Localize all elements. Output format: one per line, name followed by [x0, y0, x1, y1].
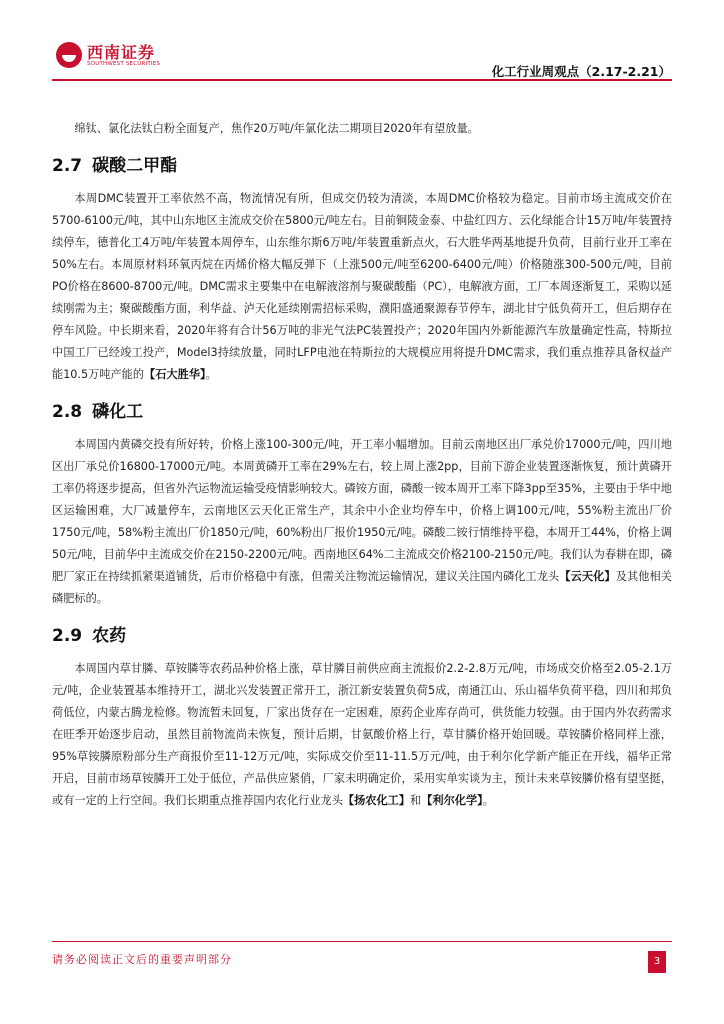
- section-number: 2.8: [52, 402, 83, 422]
- header-divider: [52, 79, 672, 81]
- section-title: 碳酸二甲酯: [92, 156, 178, 176]
- body-connector: 和: [410, 794, 422, 807]
- main-content: [52, 118, 672, 812]
- highlight-company-2: 【利尔化学】: [421, 794, 483, 807]
- highlight-company: 【云天化】: [559, 570, 616, 583]
- section-heading-dmc: [52, 154, 672, 178]
- body-tail: 。: [205, 368, 217, 381]
- section-heading-phosphorus: [52, 400, 672, 424]
- highlight-company: 【石大胜华】: [144, 368, 206, 381]
- logo-chinese-name: 西南证券: [87, 43, 156, 62]
- section-body-pesticide: [52, 658, 672, 812]
- section-body-phosphorus: [52, 434, 672, 610]
- report-title: 化工行业周观点（2.17-2.21）: [491, 64, 671, 79]
- section-number: 2.7: [52, 156, 83, 176]
- section-title: 农药: [92, 626, 127, 646]
- page-number: 3: [648, 951, 666, 973]
- section-heading-pesticide: [52, 624, 672, 648]
- page-header: [0, 0, 724, 90]
- body-tail: 。: [482, 794, 494, 807]
- logo-emblem-icon: [56, 42, 82, 68]
- body-text: 本周DMC装置开工率依然不高，物流情况有所，但成交仍较为清淡，本周DMC价格较为稳定。目前市场主流成交价在5700-6100元/吨，其中山东地区主流成交价在5800元/吨左右。目前铜陵金泰、中盐红四方、云化绿能合计15万吨/年装置持续停车，德普化工4万吨/年装置本周停车，山东维尔斯6万吨/年装置重新点火，石大胜华两基地提升负荷，目前行业开工率在50%左右。本周原材料环氧丙烷在丙烯价格大幅反弹下（上涨500元/吨至6200-6400元/吨）价格随涨300-500元/吨，目前PO价格在8600-8700元/吨。DMC需求主要集中在电解液溶剂与聚碳酸酯（PC），电解液方面，工厂本周逐渐复工，采购以延续刚需为主；聚碳酸酯方面，利华益、泸天化延续刚需招标采购，濮阳盛通聚源春节停车，湖北甘宁低负荷开工，但后期存在停车风险。中长期来看，2020年将有合计56万吨的非光气法PC装置投产；2020年国内外新能源汽车放量确定性高，特斯拉中国工厂已经竣工投产，Model3持续放量，同时LFP电池在特斯拉的大规模应用将提升DMC需求，我们重点推荐具备权益产能10.5万吨产能的: [52, 192, 672, 381]
- intro-paragraph: 绵钛、氯化法钛白粉全面复产，焦作20万吨/年氯化法二期项目2020年有望放量。: [74, 122, 479, 135]
- body-tail: 及其他相关磷肥标的。: [52, 570, 672, 605]
- section-number: 2.9: [52, 626, 83, 646]
- section-body-dmc: [52, 188, 672, 386]
- highlight-company: 【扬农化工】: [342, 794, 411, 807]
- body-text: 本周国内草甘膦、草铵膦等农药品种价格上涨，草甘膦目前供应商主流报价2.2-2.8万元/吨，市场成交价格至2.05-2.1万元/吨，企业装置基本维持开工，湖北兴发装置正常开工，浙江新安装置负荷5成，南通江山、乐山福华负荷平稳，四川和邦负荷低位，内蒙古腾龙检修。物流暂未回复，厂家出货存在一定困难，原药企业库存尚可，供货能力较强。由于国内外农药需求在旺季开始逐步启动，虽然目前物流尚未恢复，预计后期，甘氨酸价格上行，草甘膦价格开始回暖。草铵膦价格同样上涨，95%草铵膦原粉部分生产商报价至11-12万元/吨，实际成交价至11-11.5万元/吨，由于利尔化学新产能正在开线，福华正常开启，目前市场草铵膦开工处于低位，产品供应紧俏，厂家未明确定价，采用实单实谈为主，预计未来草铵膦价格有望坚挺，或有一定的上行空间。我们长期重点推荐国内农化行业龙头: [52, 662, 672, 807]
- footer-disclaimer: 请务必阅读正文后的重要声明部分: [52, 953, 232, 966]
- footer-divider: [52, 941, 672, 942]
- company-logo: [56, 38, 166, 74]
- body-text: 本周国内黄磷交投有所好转，价格上涨100-300元/吨，开工率小幅增加。目前云南地区出厂承兑价17000元/吨，四川地区出厂承兑价16800-17000元/吨。本周黄磷开工率在29%左右，较上周上涨2pp，目前下游企业装置逐渐恢复，预计黄磷开工率仍将逐步提高，但省外汽运物流运输受疫情影响较大。磷铵方面，磷酸一铵本周开工率下降3pp至35%，主要由于华中地区运输困难，大厂减量停车，云南地区云天化正常生产，其余中小企业均停车中，价格上调100元/吨，55%粉主流出厂价1750元/吨，58%粉主流出厂价1850元/吨，60%粉出厂报价1950元/吨。磷酸二铵行情维持平稳，本周开工44%，价格上调50元/吨，目前华中主流成交价在2150-2200元/吨。西南地区64%二主流成交价格2100-2150元/吨。我们认为春耕在即，磷肥厂家正在持续抓紧渠道铺货，后市价格稳中有涨，但需关注物流运输情况，建议关注国内磷化工龙头: [52, 438, 672, 583]
- logo-english-name: SOUTHWEST SECURITIES: [87, 61, 161, 67]
- section-title: 磷化工: [92, 402, 144, 422]
